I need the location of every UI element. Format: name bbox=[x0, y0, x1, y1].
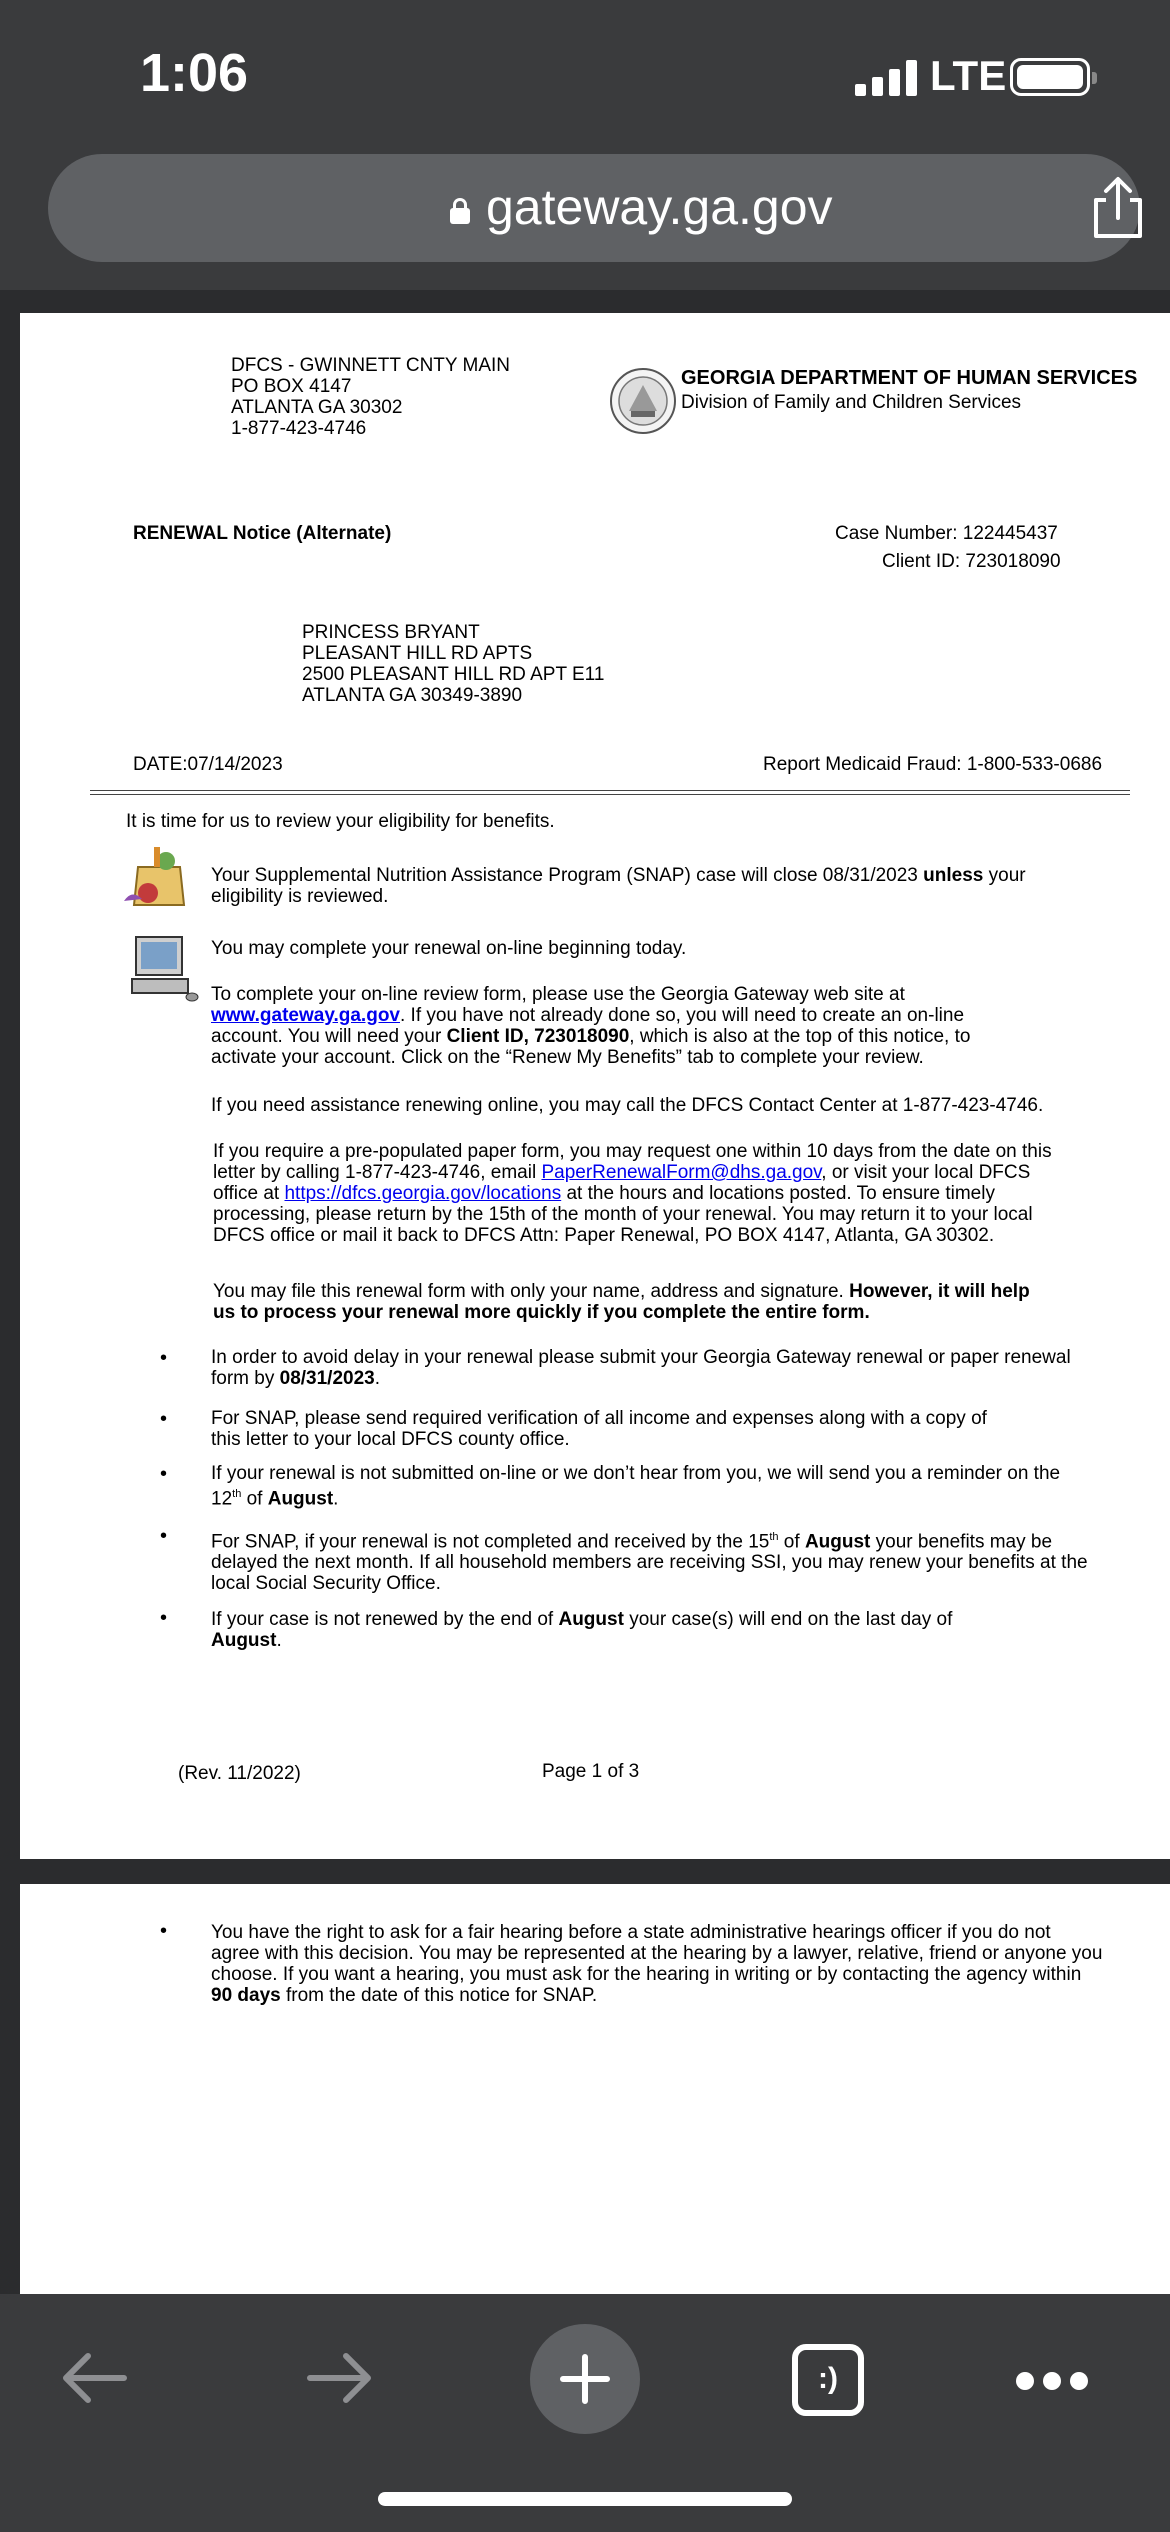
recipient-line-4: ATLANTA GA 30349-3890 bbox=[302, 685, 523, 706]
notice-date: DATE:07/14/2023 bbox=[133, 754, 283, 775]
bullet-verification: For SNAP, please send required verification of all income and expenses along with a copy of this letter to your local DFCS county office. bbox=[211, 1408, 987, 1450]
snap-close-notice: Your Supplemental Nutrition Assistance Program (SNAP) case will close 08/31/2023 unless your eligibility is reviewed. bbox=[211, 865, 1026, 907]
partial-form-text: You may file this renewal form with only your name, address and signature. However, it will help us to process your renewal more quickly if you complete the entire form. bbox=[213, 1281, 1030, 1323]
online-instructions: To complete your on-line review form, please use the Georgia Gateway web site at www.gateway.ga.gov. If you have not already done so, you will need to create an on-line account. You will need your Client ID, 723018090, which is also at the top of this notice, to activate your account. Click on the “Renew My Benefits” tab to complete your review. bbox=[211, 984, 971, 1068]
divider bbox=[90, 794, 1130, 795]
office-address bbox=[231, 355, 510, 439]
client-id: Client ID: 723018090 bbox=[882, 551, 1061, 572]
grocery-bag-icon bbox=[120, 843, 198, 909]
bullet: • bbox=[160, 1463, 168, 1485]
back-arrow-icon[interactable] bbox=[58, 2350, 130, 2406]
fraud-hotline: Report Medicaid Fraud: 1-800-533-0686 bbox=[763, 754, 1103, 775]
case-number: Case Number: 122445437 bbox=[835, 523, 1058, 544]
computer-icon bbox=[128, 933, 200, 1003]
bullet-snap-delay: For SNAP, if your renewal is not completed and received by the 15th of August your benefits may be delayed the next month. If all household members are receiving SSI, you may renew your benefits at the local Social Security Office. bbox=[211, 1531, 1088, 1595]
divider bbox=[90, 790, 1130, 791]
forward-arrow-icon[interactable] bbox=[304, 2350, 376, 2406]
signal-icon bbox=[855, 60, 917, 96]
bullet-delay: In order to avoid delay in your renewal please submit your Georgia Gateway renewal or paper renewal form by 08/31/2023. bbox=[211, 1347, 1071, 1389]
recipient-line-3: 2500 PLEASANT HILL RD APT E11 bbox=[302, 664, 605, 685]
bullet: • bbox=[160, 1525, 168, 1547]
browser-header bbox=[0, 150, 1170, 290]
new-tab-button[interactable] bbox=[530, 2324, 640, 2434]
document-page-1 bbox=[20, 313, 1170, 1859]
online-renewal-text: You may complete your renewal on-line beginning today. bbox=[211, 938, 687, 959]
contact-center-text: If you need assistance renewing online, you may call the DFCS Contact Center at 1-877-423-4746. bbox=[211, 1095, 1044, 1116]
gateway-link[interactable]: www.gateway.ga.gov bbox=[211, 1005, 400, 1026]
url-text: gateway.ga.gov bbox=[486, 179, 833, 235]
georgia-seal-icon bbox=[609, 367, 677, 435]
more-menu-icon[interactable] bbox=[1016, 2372, 1088, 2390]
notice-title: RENEWAL Notice (Alternate) bbox=[133, 523, 392, 544]
address-bar[interactable] bbox=[48, 154, 1140, 262]
recipient-address bbox=[302, 622, 604, 706]
share-icon[interactable] bbox=[1088, 176, 1148, 240]
recipient-name: PRINCESS BRYANT bbox=[302, 622, 480, 643]
browser-toolbar bbox=[0, 2294, 1170, 2532]
agency-title: GEORGIA DEPARTMENT OF HUMAN SERVICES bbox=[681, 367, 1138, 389]
locations-link[interactable]: https://dfcs.georgia.gov/locations bbox=[284, 1183, 562, 1204]
revision-date: (Rev. 11/2022) bbox=[178, 1763, 301, 1784]
office-phone: 1-877-423-4746 bbox=[231, 418, 367, 439]
tabs-button[interactable] bbox=[792, 2344, 864, 2416]
tabs-icon-text: :) bbox=[818, 2362, 838, 2395]
bullet-reminder: If your renewal is not submitted on-line or we don’t hear from you, we will send you a reminder on the 12th of August. bbox=[211, 1463, 1061, 1510]
bullet: • bbox=[160, 1607, 168, 1629]
bullet: • bbox=[160, 1347, 168, 1369]
recipient-line-2: PLEASANT HILL RD APTS bbox=[302, 643, 533, 664]
intro-text: It is time for us to review your eligibility for benefits. bbox=[126, 811, 555, 832]
network-type: LTE bbox=[930, 52, 1007, 99]
bullet: • bbox=[160, 1920, 168, 1942]
status-time: 1:06 bbox=[140, 43, 249, 103]
fair-hearing-text: You have the right to ask for a fair hearing before a state administrative hearings officer if you do not agree with this decision. You may be represented at the hearing by a lawyer, relative, friend or anyone you choose. If you want a hearing, you must ask for the hearing in writing or by contacting the agency within 90 days from the date of this notice for SNAP. bbox=[211, 1922, 1103, 2006]
email-link[interactable]: PaperRenewalForm@dhs.ga.gov bbox=[541, 1162, 822, 1183]
bullet: • bbox=[160, 1408, 168, 1430]
plus-icon bbox=[557, 2351, 613, 2407]
home-indicator[interactable] bbox=[378, 2492, 792, 2506]
office-name: DFCS - GWINNETT CNTY MAIN bbox=[231, 355, 511, 376]
paper-form-text: If you require a pre-populated paper form, you may request one within 10 days from the date on this letter by calling 1-877-423-4746, email PaperRenewalForm@dhs.ga.gov, or visit your local DFCS office at https://dfcs.georgia.gov/locations at the hours and locations posted. To ensure timely processing, please return by the 15th of the month of your renewal. You may return it to your local DFCS office or mail it back to DFCS Attn: Paper Renewal, PO BOX 4147, Atlanta, GA 30302. bbox=[213, 1141, 1052, 1246]
document-page-2 bbox=[20, 1884, 1170, 2294]
battery-icon bbox=[1010, 58, 1090, 96]
bullet-case-end: If your case is not renewed by the end of August your case(s) will end on the last day of August. bbox=[211, 1609, 953, 1651]
agency-division: Division of Family and Children Services bbox=[681, 392, 1022, 413]
office-city: ATLANTA GA 30302 bbox=[231, 397, 403, 418]
office-pobox: PO BOX 4147 bbox=[231, 376, 352, 397]
lock-icon bbox=[450, 198, 470, 224]
status-bar bbox=[0, 0, 1170, 150]
page-number: Page 1 of 3 bbox=[542, 1761, 640, 1782]
